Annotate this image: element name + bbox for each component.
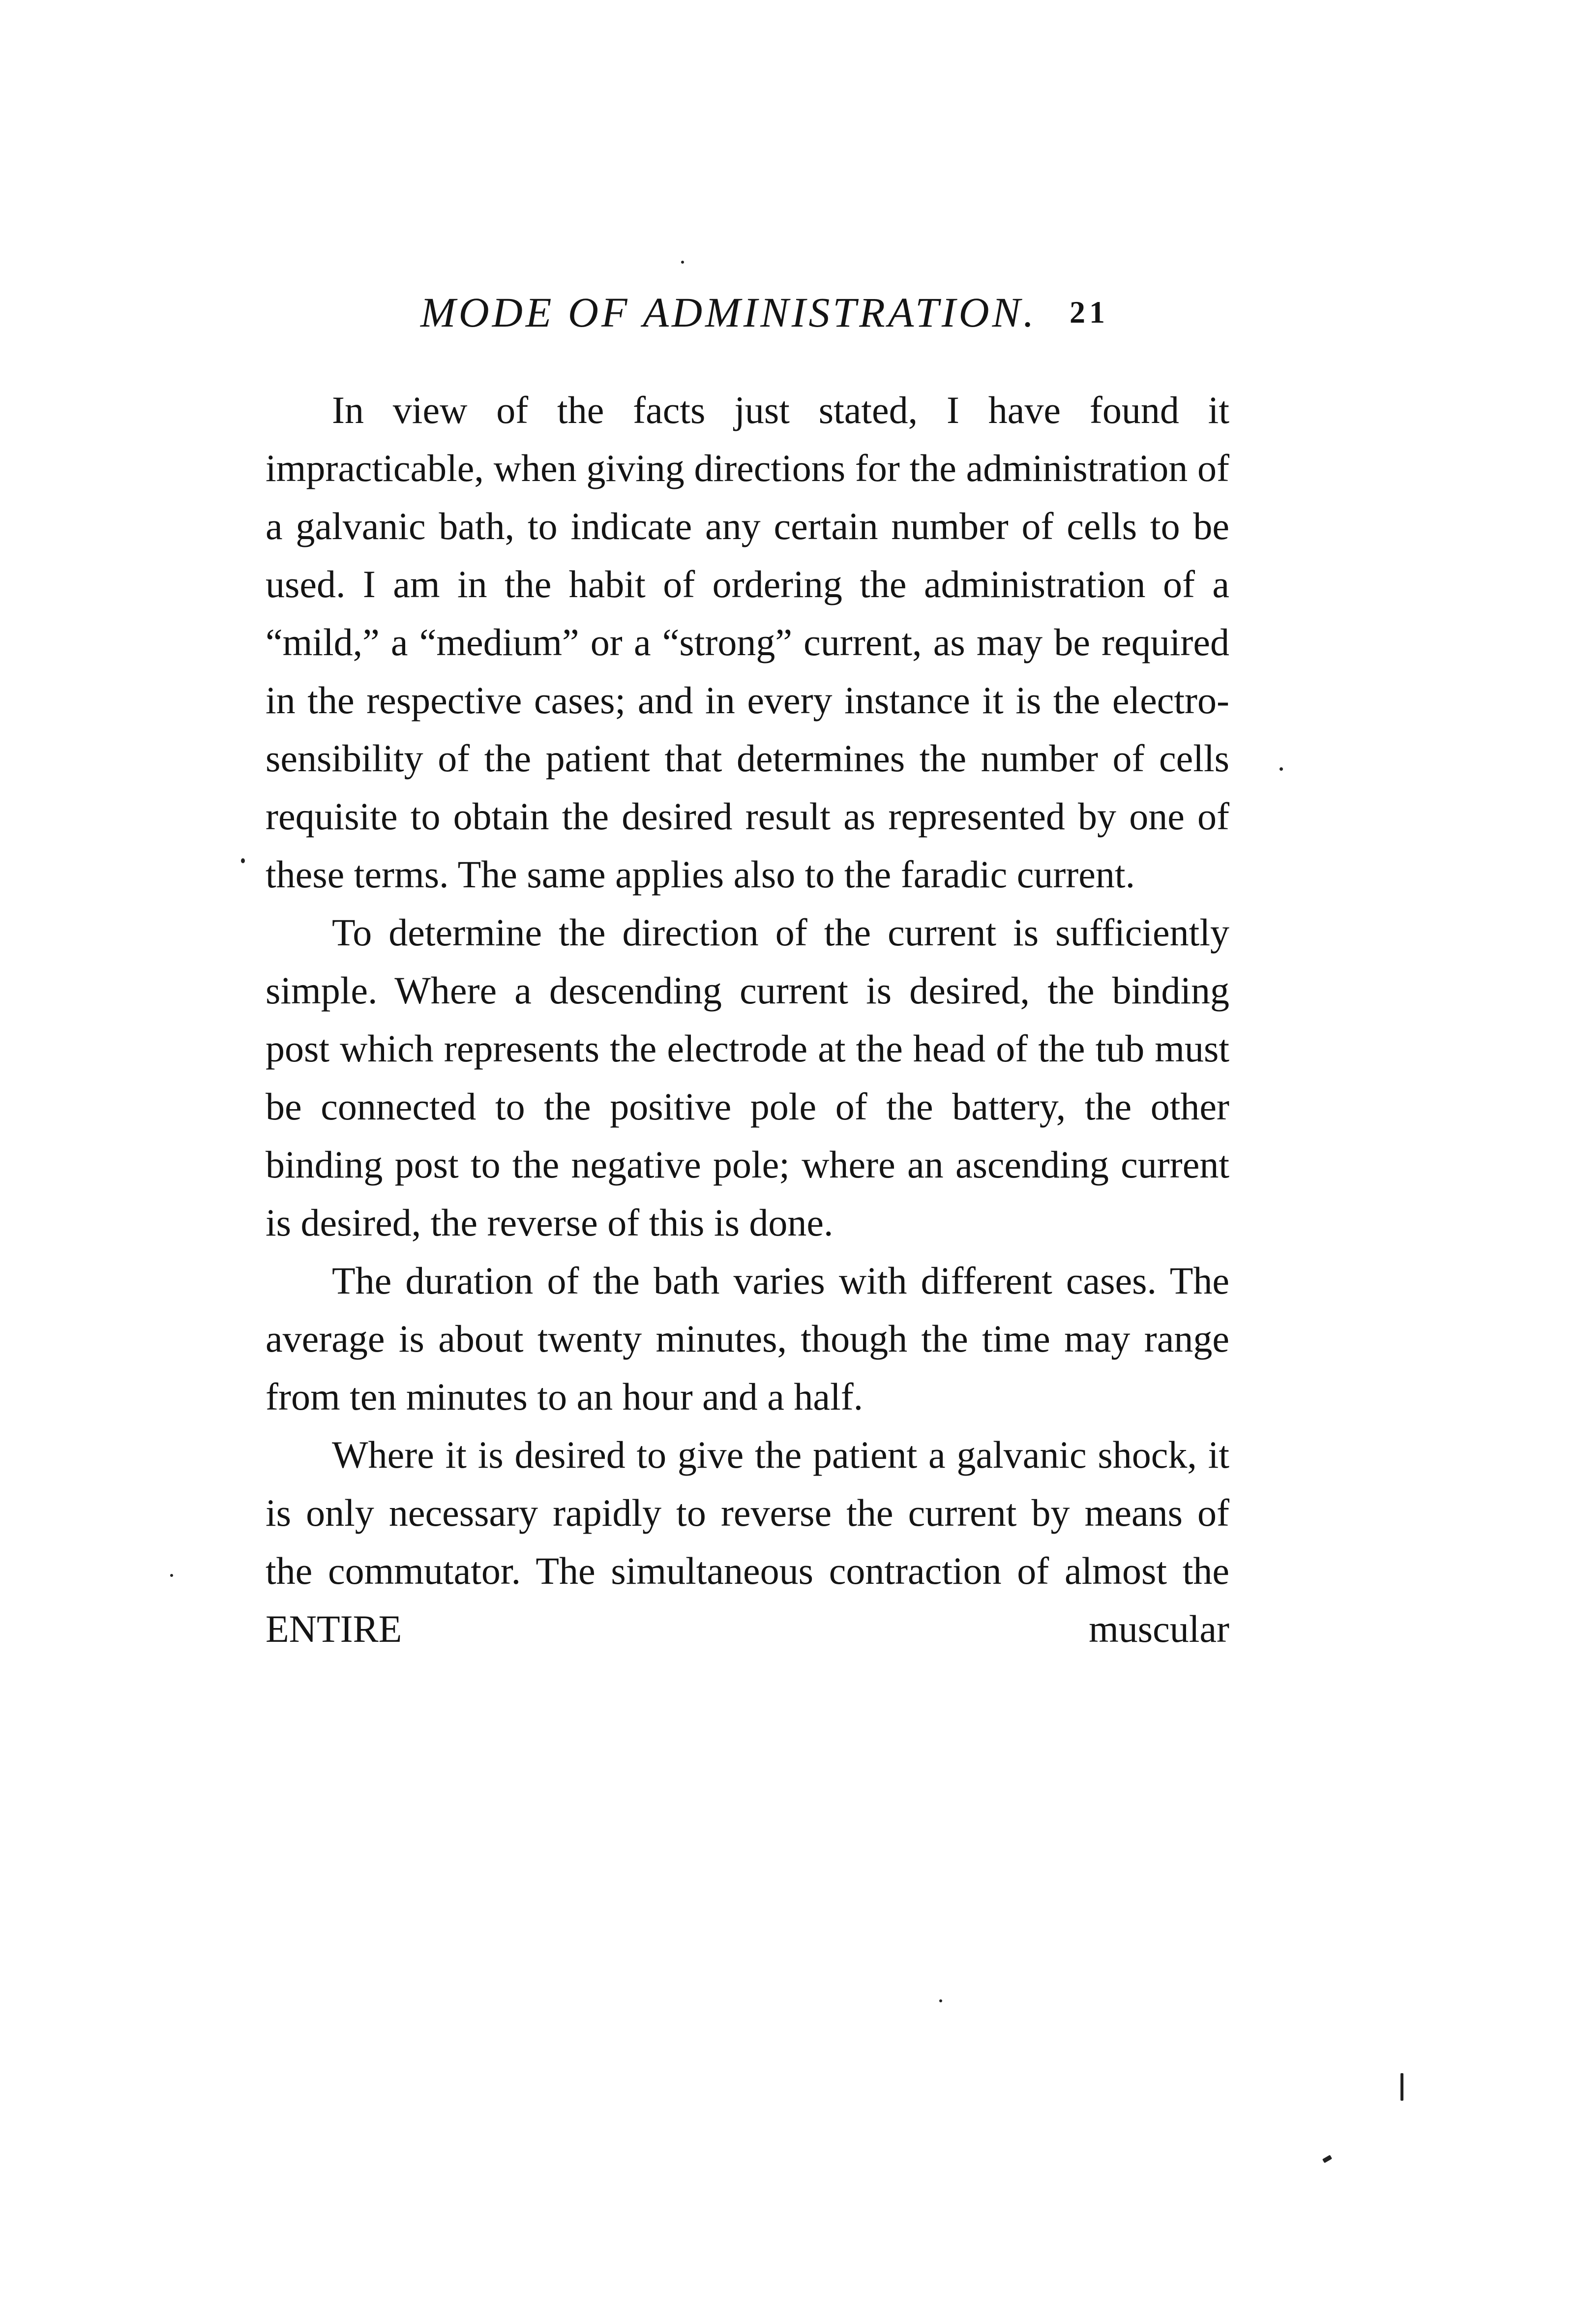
paragraph-1: In view of the facts just stated, I have found it impracticable, when giving directions for the administration of a galvanic bath, to indicate any certain number of cells to be used. I am in the habit of ordering the administration of a “mild,” a “medium” or a “strong” current, as may be required in the respective cases; and in every instance it is the electro-sensibility of the patient that determines the number of cells requisite to obtain the desired result as represented by one of these terms. The same applies also to the faradic current. <box>266 389 1229 896</box>
scan-speck <box>1400 2073 1403 2101</box>
scan-speck <box>939 1999 942 2002</box>
scan-speck <box>1280 767 1283 771</box>
running-head <box>420 285 1109 339</box>
scan-speck <box>1322 2155 1332 2163</box>
scan-speck <box>241 858 245 863</box>
scan-speck <box>170 1574 173 1577</box>
running-title: MODE OF ADMINISTRATION. <box>420 289 1037 336</box>
paragraph-2: To determine the direction of the current is sufficiently simple. Where a descending current is desired, the binding post which represents the electrode at the head of the tub must be connected to the positive pole of the battery, the other binding post to the negative pole; where an ascending current is desired, the reverse of this is done. <box>266 911 1229 1244</box>
paragraph-3: The duration of the bath varies with different cases. The average is about twenty minutes, though the time may range from ten minutes to an hour and a half. <box>266 1259 1229 1418</box>
paragraph-4: Where it is desired to give the patient a galvanic shock, it is only necessary rapidly to reverse the current by means of the commutator. The simultaneous contraction of almost the ENTIRE muscular <box>266 1433 1229 1650</box>
page-number: 21 <box>1070 295 1109 330</box>
scan-speck <box>681 261 684 264</box>
body-text <box>266 381 1229 1658</box>
